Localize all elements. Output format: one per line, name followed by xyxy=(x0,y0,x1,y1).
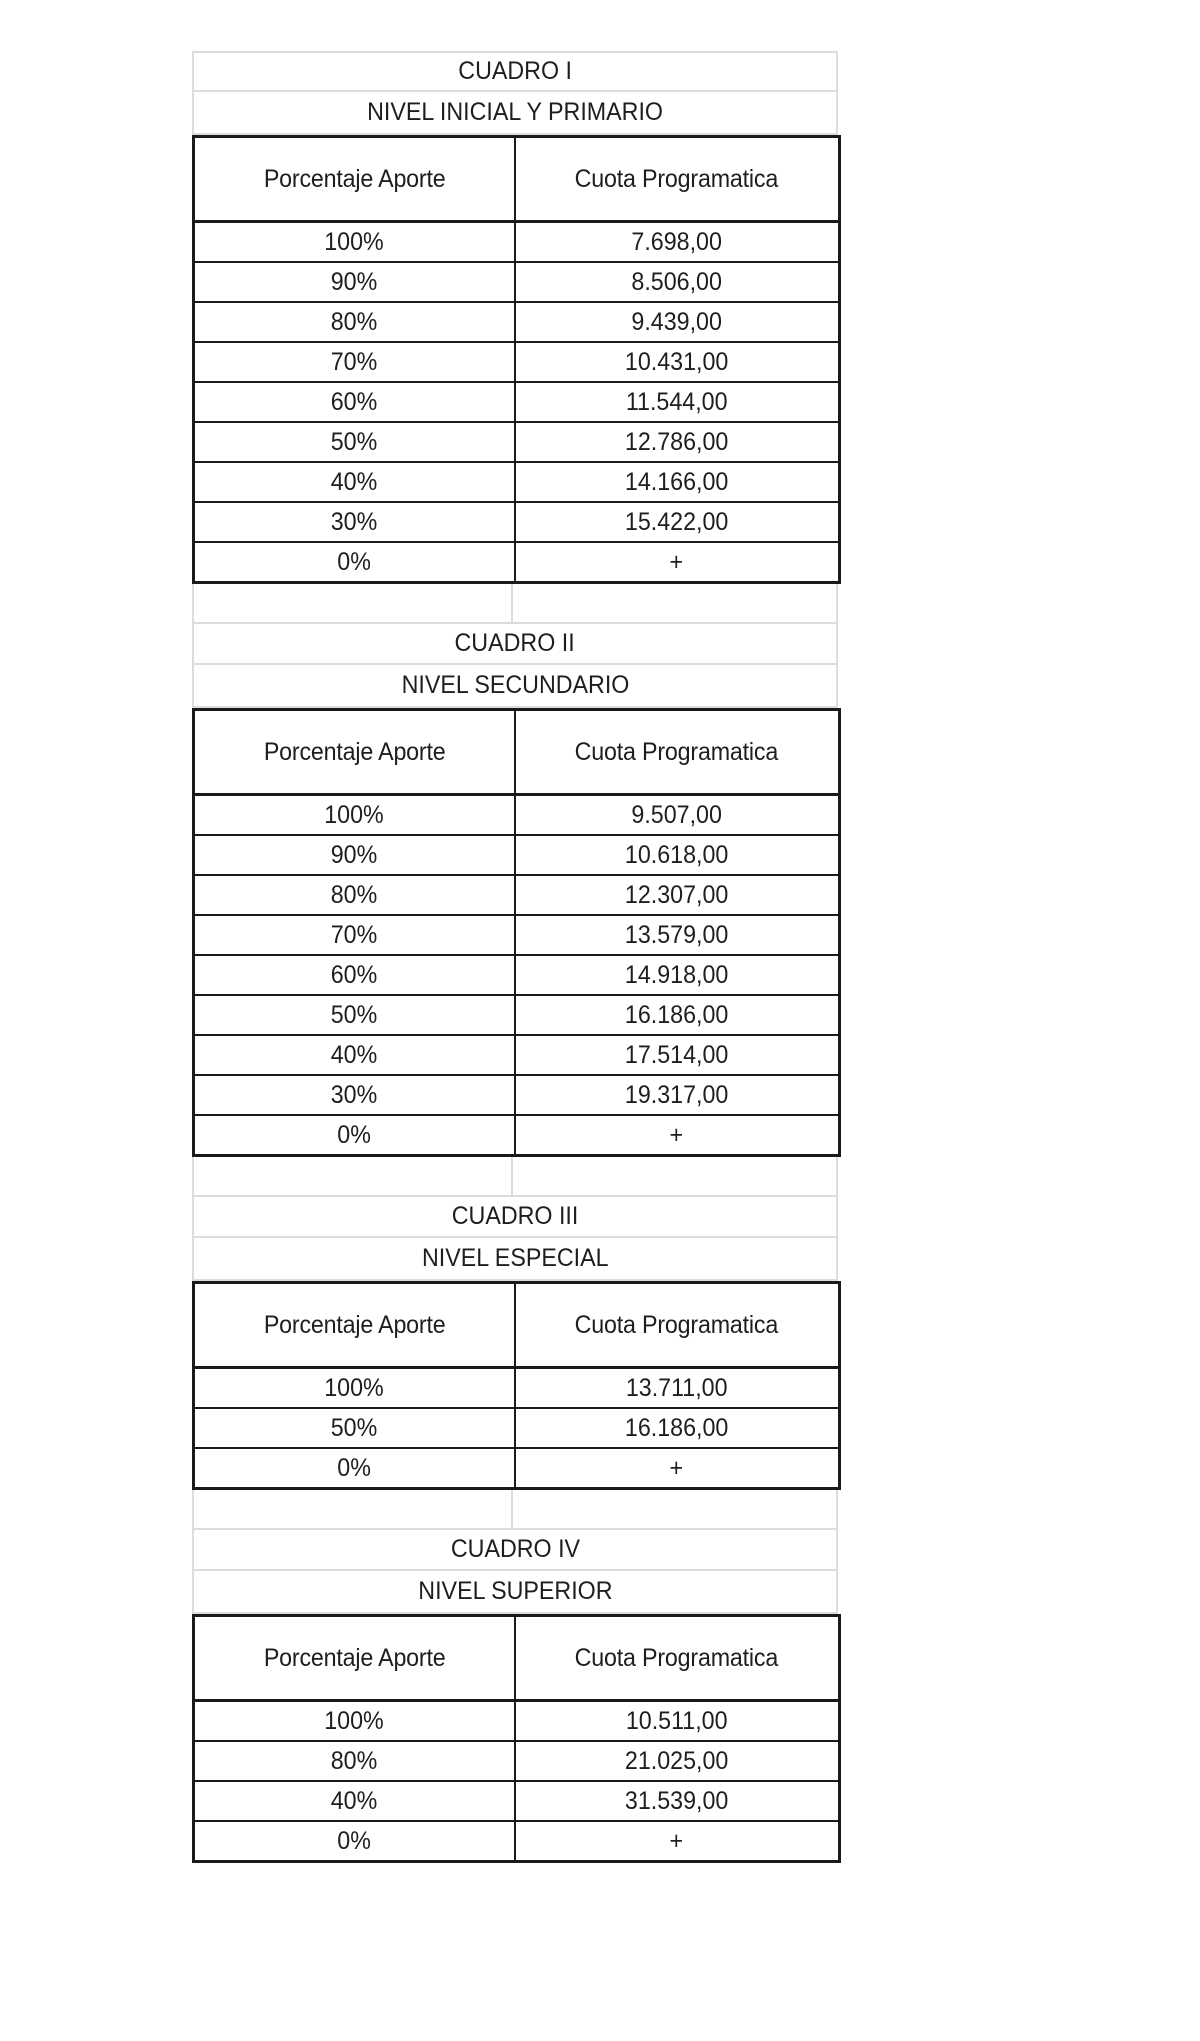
header-label: Porcentaje Aporte xyxy=(263,1310,446,1339)
cuadro-subtitle[interactable] xyxy=(192,1238,838,1281)
porcentaje-cell[interactable] xyxy=(194,1821,515,1862)
cuadro-1 xyxy=(192,51,838,584)
cuota-cell[interactable] xyxy=(515,915,840,955)
cuadro-title-text: CUADRO III xyxy=(451,1202,579,1230)
porcentaje-value: 0% xyxy=(337,547,372,576)
cuadro-subtitle-text: NIVEL SECUNDARIO xyxy=(401,671,629,699)
cuota-value: + xyxy=(669,1120,684,1149)
cuota-value: + xyxy=(669,547,684,576)
porcentaje-value: 70% xyxy=(330,920,378,949)
cuadro-title-text: CUADRO IV xyxy=(450,1535,580,1563)
cuota-value: 19.317,00 xyxy=(625,1080,729,1109)
blank-row[interactable] xyxy=(192,584,838,624)
cuota-value: 15.422,00 xyxy=(625,507,729,536)
cuota-cell[interactable] xyxy=(515,1821,840,1862)
cuota-table xyxy=(192,708,841,1157)
cuota-cell[interactable] xyxy=(515,382,840,422)
header-cuota-programatica[interactable] xyxy=(515,1283,840,1368)
porcentaje-cell[interactable] xyxy=(194,875,515,915)
cuota-cell[interactable] xyxy=(515,342,840,382)
porcentaje-value: 30% xyxy=(330,507,378,536)
porcentaje-value: 90% xyxy=(330,267,378,296)
header-label: Porcentaje Aporte xyxy=(263,737,446,766)
cuota-cell[interactable] xyxy=(515,542,840,583)
cuota-cell[interactable] xyxy=(515,1368,840,1409)
cuota-value: 9.507,00 xyxy=(631,800,722,829)
porcentaje-cell[interactable] xyxy=(194,1781,515,1821)
porcentaje-cell[interactable] xyxy=(194,342,515,382)
cuadro-subtitle-text: NIVEL INICIAL Y PRIMARIO xyxy=(367,98,663,126)
cuota-cell[interactable] xyxy=(515,302,840,342)
cuota-cell[interactable] xyxy=(515,1115,840,1156)
porcentaje-cell[interactable] xyxy=(194,1448,515,1489)
table-row xyxy=(194,795,840,836)
table-row xyxy=(194,462,840,502)
porcentaje-value: 50% xyxy=(330,1000,378,1029)
table-row xyxy=(194,875,840,915)
header-label: Porcentaje Aporte xyxy=(263,1643,446,1672)
cuadro-4 xyxy=(192,1490,838,1863)
porcentaje-cell[interactable] xyxy=(194,222,515,263)
header-label: Cuota Programatica xyxy=(575,164,779,193)
header-porcentaje-aporte[interactable] xyxy=(194,1283,515,1368)
table-row xyxy=(194,222,840,263)
cuota-value: + xyxy=(669,1453,684,1482)
porcentaje-value: 100% xyxy=(324,1706,384,1735)
porcentaje-cell[interactable] xyxy=(194,1408,515,1448)
header-porcentaje-aporte[interactable] xyxy=(194,137,515,222)
porcentaje-cell[interactable] xyxy=(194,502,515,542)
table-row xyxy=(194,1035,840,1075)
cuota-cell[interactable] xyxy=(515,462,840,502)
porcentaje-value: 0% xyxy=(337,1453,372,1482)
cuota-cell[interactable] xyxy=(515,955,840,995)
porcentaje-value: 50% xyxy=(330,1413,378,1442)
table-row xyxy=(194,502,840,542)
table-row xyxy=(194,1368,840,1409)
cuota-value: 31.539,00 xyxy=(625,1786,729,1815)
porcentaje-value: 100% xyxy=(324,1373,384,1402)
table-row xyxy=(194,1701,840,1742)
porcentaje-value: 60% xyxy=(330,960,378,989)
cuota-cell[interactable] xyxy=(515,1448,840,1489)
cuota-table xyxy=(192,135,841,584)
cuota-cell[interactable] xyxy=(515,1035,840,1075)
cuota-value: 8.506,00 xyxy=(631,267,722,296)
cuota-value: 16.186,00 xyxy=(625,1413,729,1442)
porcentaje-cell[interactable] xyxy=(194,1701,515,1742)
header-label: Cuota Programatica xyxy=(575,737,779,766)
porcentaje-value: 100% xyxy=(324,227,384,256)
header-cuota-programatica[interactable] xyxy=(515,137,840,222)
table-row xyxy=(194,995,840,1035)
cuota-cell[interactable] xyxy=(515,502,840,542)
cuota-value: 14.166,00 xyxy=(625,467,729,496)
porcentaje-cell[interactable] xyxy=(194,542,515,583)
cuadro-subtitle[interactable] xyxy=(192,92,838,135)
cuota-value: 11.544,00 xyxy=(625,387,728,416)
cuota-value: 10.618,00 xyxy=(625,840,729,869)
table-row xyxy=(194,1741,840,1781)
cuadro-title-text: CUADRO II xyxy=(454,629,576,657)
blank-row[interactable] xyxy=(192,1157,838,1197)
cuadro-subtitle[interactable] xyxy=(192,1571,838,1614)
cuadro-title[interactable] xyxy=(192,51,838,92)
porcentaje-cell[interactable] xyxy=(194,835,515,875)
cuota-table xyxy=(192,1614,841,1863)
table-row xyxy=(194,1408,840,1448)
table-row xyxy=(194,1821,840,1862)
header-porcentaje-aporte[interactable] xyxy=(194,1616,515,1701)
header-cuota-programatica[interactable] xyxy=(515,710,840,795)
table-row xyxy=(194,542,840,583)
porcentaje-cell[interactable] xyxy=(194,1035,515,1075)
porcentaje-value: 50% xyxy=(330,427,378,456)
blank-cell[interactable] xyxy=(194,1490,513,1528)
cuota-value: + xyxy=(669,1826,684,1855)
porcentaje-cell[interactable] xyxy=(194,1368,515,1409)
table-row xyxy=(194,915,840,955)
cuota-value: 13.579,00 xyxy=(625,920,729,949)
table-row xyxy=(194,342,840,382)
porcentaje-cell[interactable] xyxy=(194,262,515,302)
cuota-cell[interactable] xyxy=(515,875,840,915)
blank-row[interactable] xyxy=(192,1490,838,1530)
porcentaje-value: 80% xyxy=(330,307,378,336)
blank-cell[interactable] xyxy=(194,1157,513,1195)
cuota-value: 21.025,00 xyxy=(625,1746,729,1775)
porcentaje-value: 70% xyxy=(330,347,378,376)
cuota-value: 7.698,00 xyxy=(631,227,722,256)
header-cuota-programatica[interactable] xyxy=(515,1616,840,1701)
spreadsheet xyxy=(192,51,838,1863)
porcentaje-cell[interactable] xyxy=(194,462,515,502)
cuota-cell[interactable] xyxy=(515,222,840,263)
header-label: Porcentaje Aporte xyxy=(263,164,446,193)
cuota-cell[interactable] xyxy=(515,1741,840,1781)
porcentaje-cell[interactable] xyxy=(194,1741,515,1781)
cuota-value: 9.439,00 xyxy=(631,307,722,336)
cuota-value: 12.786,00 xyxy=(625,427,729,456)
table-header-row xyxy=(194,1616,840,1701)
cuota-value: 10.431,00 xyxy=(625,347,729,376)
porcentaje-value: 40% xyxy=(330,467,378,496)
table-row xyxy=(194,835,840,875)
cuota-value: 14.918,00 xyxy=(625,960,729,989)
table-row xyxy=(194,1115,840,1156)
porcentaje-value: 60% xyxy=(330,387,378,416)
cuota-cell[interactable] xyxy=(515,795,840,836)
header-label: Cuota Programatica xyxy=(575,1643,779,1672)
table-row xyxy=(194,422,840,462)
table-row xyxy=(194,382,840,422)
cuota-value: 13.711,00 xyxy=(625,1373,728,1402)
cuota-value: 12.307,00 xyxy=(625,880,729,909)
table-row xyxy=(194,1075,840,1115)
table-row xyxy=(194,262,840,302)
cuota-value: 16.186,00 xyxy=(625,1000,729,1029)
cuota-cell[interactable] xyxy=(515,1701,840,1742)
header-label: Cuota Programatica xyxy=(575,1310,779,1339)
porcentaje-value: 40% xyxy=(330,1040,378,1069)
cuota-cell[interactable] xyxy=(515,835,840,875)
cuadro-title[interactable] xyxy=(192,624,838,665)
porcentaje-value: 30% xyxy=(330,1080,378,1109)
porcentaje-value: 80% xyxy=(330,880,378,909)
cuota-value: 10.511,00 xyxy=(625,1706,728,1735)
cuota-value: 17.514,00 xyxy=(625,1040,729,1069)
cuadro-2 xyxy=(192,584,838,1157)
header-porcentaje-aporte[interactable] xyxy=(194,710,515,795)
porcentaje-value: 90% xyxy=(330,840,378,869)
cuadro-3 xyxy=(192,1157,838,1490)
porcentaje-value: 100% xyxy=(324,800,384,829)
cuadro-subtitle-text: NIVEL SUPERIOR xyxy=(417,1577,613,1605)
table-header-row xyxy=(194,710,840,795)
cuadro-title-text: CUADRO I xyxy=(458,57,572,85)
table-row xyxy=(194,302,840,342)
cuadro-subtitle[interactable] xyxy=(192,665,838,708)
porcentaje-cell[interactable] xyxy=(194,382,515,422)
porcentaje-value: 0% xyxy=(337,1826,372,1855)
porcentaje-value: 80% xyxy=(330,1746,378,1775)
cuota-cell[interactable] xyxy=(515,1408,840,1448)
cuota-cell[interactable] xyxy=(515,995,840,1035)
table-row xyxy=(194,955,840,995)
cuota-cell[interactable] xyxy=(515,1781,840,1821)
porcentaje-cell[interactable] xyxy=(194,955,515,995)
porcentaje-cell[interactable] xyxy=(194,1075,515,1115)
cuota-cell[interactable] xyxy=(515,422,840,462)
blank-cell[interactable] xyxy=(194,584,513,622)
cuota-cell[interactable] xyxy=(515,262,840,302)
porcentaje-cell[interactable] xyxy=(194,995,515,1035)
table-row xyxy=(194,1448,840,1489)
porcentaje-cell[interactable] xyxy=(194,302,515,342)
porcentaje-value: 0% xyxy=(337,1120,372,1149)
porcentaje-value: 40% xyxy=(330,1786,378,1815)
porcentaje-cell[interactable] xyxy=(194,795,515,836)
porcentaje-cell[interactable] xyxy=(194,1115,515,1156)
cuadro-title[interactable] xyxy=(192,1197,838,1238)
cuadro-title[interactable] xyxy=(192,1530,838,1571)
cuadro-subtitle-text: NIVEL ESPECIAL xyxy=(421,1244,609,1272)
table-row xyxy=(194,1781,840,1821)
cuota-cell[interactable] xyxy=(515,1075,840,1115)
porcentaje-cell[interactable] xyxy=(194,422,515,462)
cuota-table xyxy=(192,1281,841,1490)
porcentaje-cell[interactable] xyxy=(194,915,515,955)
table-header-row xyxy=(194,1283,840,1368)
table-header-row xyxy=(194,137,840,222)
